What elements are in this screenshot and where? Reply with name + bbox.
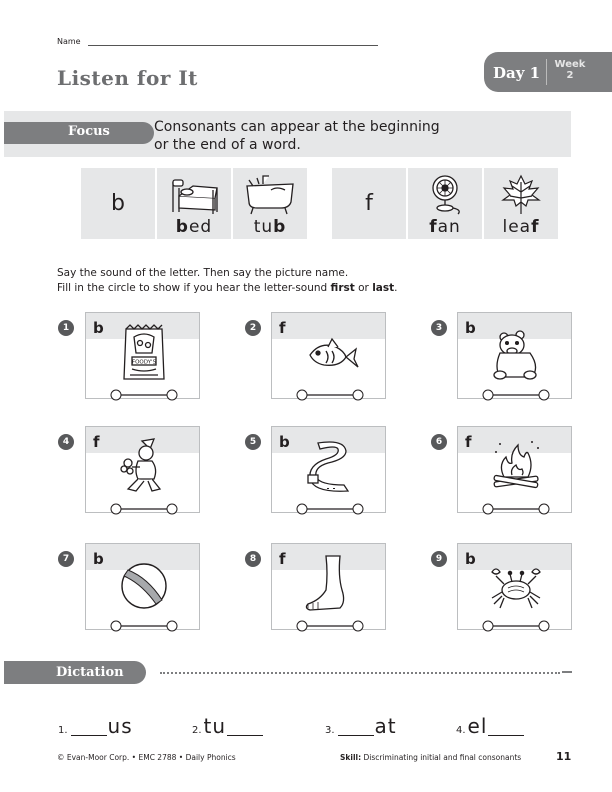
item-number: 2 [245, 320, 261, 336]
bear-icon [486, 323, 546, 381]
answer-scale[interactable] [482, 503, 550, 515]
tub-icon [241, 172, 299, 216]
item-card [85, 312, 200, 399]
week-word: Week [554, 59, 586, 70]
item-card [457, 312, 572, 399]
example-word [233, 217, 307, 237]
dictation-blank[interactable] [227, 735, 263, 736]
example-word-bold: b [175, 217, 189, 237]
instructions-period: . [394, 282, 398, 294]
item-card [271, 426, 386, 513]
item-letter: f [279, 319, 286, 337]
example-word-rest: an [437, 217, 461, 237]
instructions [57, 266, 398, 296]
last-circle[interactable] [353, 390, 363, 400]
name-line[interactable] [88, 45, 378, 46]
last-circle[interactable] [167, 621, 177, 631]
first-circle[interactable] [297, 504, 307, 514]
last-circle[interactable] [353, 621, 363, 631]
page-number: 11 [556, 750, 572, 763]
item-card [457, 543, 572, 630]
last-circle[interactable] [539, 621, 549, 631]
dictation-text: el [467, 714, 488, 738]
example-word [408, 217, 482, 237]
elf-icon [114, 437, 174, 495]
fire-icon [486, 437, 546, 495]
bag-label: FOODY'S [131, 359, 157, 366]
answer-scale[interactable] [296, 389, 364, 401]
item-letter: f [465, 433, 472, 451]
first-circle[interactable] [483, 390, 493, 400]
last-circle[interactable] [539, 390, 549, 400]
answer-scale[interactable] [110, 389, 178, 401]
bed-icon [165, 172, 223, 216]
week-label [550, 59, 590, 81]
item-letter: b [465, 319, 476, 337]
item-letter: b [465, 550, 476, 568]
example-word [157, 217, 231, 237]
dictation-text: at [374, 714, 397, 738]
dictation-item [325, 716, 397, 736]
name-label: Name [57, 37, 81, 46]
dictation-number: 4. [456, 725, 466, 736]
item-number: 9 [431, 551, 447, 567]
day-label: Day 1 [493, 64, 541, 82]
dictation-divider-end [562, 671, 572, 673]
last-circle[interactable] [539, 504, 549, 514]
instructions-or: or [354, 282, 373, 294]
item-card [457, 426, 572, 513]
item-number: 5 [245, 434, 261, 450]
fan-icon [416, 172, 474, 216]
example-letter-cell [332, 168, 406, 239]
dictation-item [192, 716, 264, 736]
example-word-rest: tu [253, 217, 274, 237]
example-word-cell [157, 168, 231, 239]
leaf-icon [492, 172, 550, 216]
footer-skill [340, 753, 521, 762]
item-letter: b [93, 319, 104, 337]
ball-icon [114, 554, 174, 612]
footer-skill-label: Skill: [340, 753, 362, 762]
example-group-b [81, 168, 307, 239]
crab-icon [486, 554, 546, 612]
dictation-text: us [107, 714, 133, 738]
dictation-item [58, 716, 133, 736]
first-circle[interactable] [111, 621, 121, 631]
first-circle[interactable] [483, 504, 493, 514]
dictation-item [456, 716, 525, 736]
instructions-line-2 [57, 281, 398, 296]
item-card [271, 543, 386, 630]
foot-icon [300, 554, 360, 612]
dictation-divider [160, 672, 560, 674]
item-card [85, 426, 200, 513]
first-circle[interactable] [297, 621, 307, 631]
example-letter-cell [81, 168, 155, 239]
page-title: Listen for It [57, 66, 198, 90]
example-word-cell [484, 168, 558, 239]
example-word-rest: ed [188, 217, 213, 237]
dictation-blank[interactable] [71, 735, 107, 736]
focus-label: Focus [68, 124, 110, 139]
footer-copyright: © Evan-Moor Corp. • EMC 2788 • Daily Phonics [57, 753, 236, 762]
last-circle[interactable] [353, 504, 363, 514]
dictation-number: 1. [58, 725, 68, 736]
answer-scale[interactable] [482, 389, 550, 401]
first-circle[interactable] [111, 390, 121, 400]
answer-scale[interactable] [296, 620, 364, 632]
example-word-rest: lea [502, 217, 532, 237]
item-letter: f [93, 433, 100, 451]
dictation-number: 3. [325, 725, 335, 736]
day-divider [546, 59, 547, 85]
example-group-f [332, 168, 558, 239]
item-card [271, 312, 386, 399]
item-letter: f [279, 550, 286, 568]
first-circle[interactable] [297, 390, 307, 400]
focus-line-1: Consonants can appear at the beginning [154, 119, 440, 135]
dictation-blank[interactable] [488, 735, 524, 736]
example-word-cell [408, 168, 482, 239]
item-letter: b [279, 433, 290, 451]
example-word-bold: b [273, 217, 287, 237]
item-number: 6 [431, 434, 447, 450]
example-word-cell [233, 168, 307, 239]
bag-icon [114, 323, 174, 381]
dictation-text: tu [203, 714, 227, 738]
dictation-blank[interactable] [338, 735, 374, 736]
dictation-label: Dictation [56, 665, 124, 680]
focus-line-2: or the end of a word. [154, 137, 301, 153]
last-circle[interactable] [167, 504, 177, 514]
item-number: 1 [58, 320, 74, 336]
example-word-bold: f [429, 217, 438, 237]
first-circle[interactable] [111, 504, 121, 514]
day-tab [484, 52, 612, 92]
answer-scale[interactable] [482, 620, 550, 632]
example-word [484, 217, 558, 237]
item-number: 3 [431, 320, 447, 336]
instructions-text: Fill in the circle to show if you hear the letter-sound [57, 282, 331, 294]
footer-skill-text: Discriminating initial and final consonants [361, 753, 522, 762]
answer-scale[interactable] [110, 620, 178, 632]
item-number: 4 [58, 434, 74, 450]
item-card [85, 543, 200, 630]
instructions-first: first [330, 282, 355, 294]
instructions-line-1: Say the sound of the letter. Then say the picture name. [57, 267, 349, 279]
last-circle[interactable] [167, 390, 177, 400]
week-number: 2 [566, 70, 574, 81]
instructions-last: last [372, 282, 395, 294]
fish-icon [300, 323, 360, 381]
item-number: 7 [58, 551, 74, 567]
item-number: 8 [245, 551, 261, 567]
answer-scale[interactable] [110, 503, 178, 515]
item-letter: b [93, 550, 104, 568]
first-circle[interactable] [483, 621, 493, 631]
belt-icon [300, 437, 360, 495]
answer-scale[interactable] [296, 503, 364, 515]
example-letter: b [111, 191, 125, 216]
dictation-number: 2. [192, 725, 202, 736]
example-word-bold: f [531, 217, 540, 237]
example-letter: f [365, 191, 373, 216]
focus-text [154, 118, 440, 154]
